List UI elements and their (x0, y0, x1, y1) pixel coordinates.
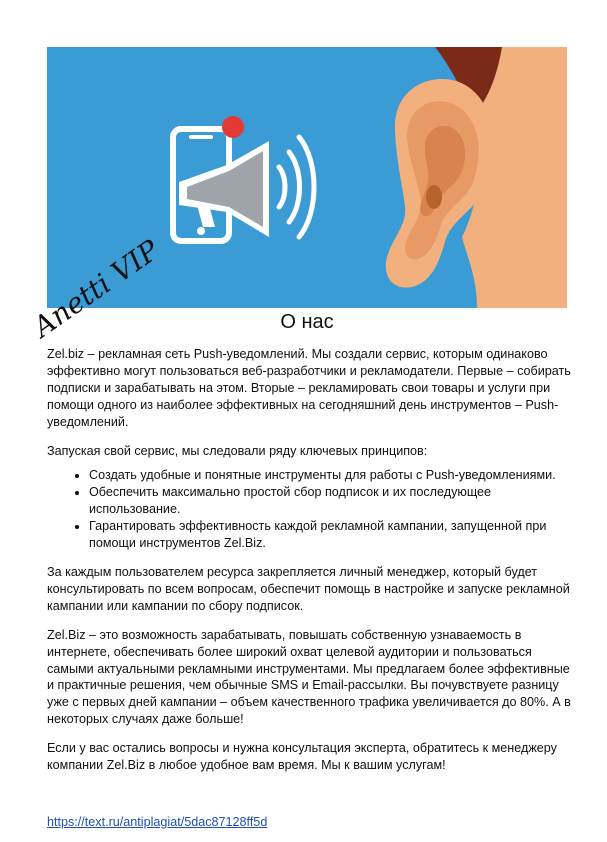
principles-intro-paragraph: Запуская свой сервис, мы следовали ряду ключевых принципов: (47, 443, 428, 458)
manager-paragraph: За каждым пользователем ресурса закрепляется личный менеджер, который будет консультировать по всем вопросам, обеспечит помощь в настройке и запуске рекламной кампании или кампании по сбору подписок. (47, 564, 570, 613)
hero-image (47, 47, 567, 308)
antiplagiat-link[interactable]: https://text.ru/antiplagiat/5dac87128ff5d (47, 815, 268, 829)
page-title: О нас (280, 311, 334, 333)
list-item: • Обеспечить максимально простой сбор подписок и их последующее использование. (89, 484, 571, 518)
intro-paragraph: Zel.biz – рекламная сеть Push-уведомлений. Мы создали сервис, которым одинаково эффективно могут пользоваться веб-разработчики и рекламодатели. Первые – собирать подписки и зарабатывать на этом. Вторые – рекламировать свои товары и услуги при помощи одного из наиболее эффективных на сегодняшний день инструментов – Push-уведомлений. (47, 347, 571, 429)
watermark-text: Anetti VIP (32, 233, 166, 344)
article-body (47, 346, 571, 786)
list-item: • Гарантировать эффективность каждой рекламной кампании, запущенной при помощи инструментов Zel.Biz. (89, 518, 571, 552)
contact-paragraph: Если у вас остались вопросы и нужна консультация эксперта, обратитесь к менеджеру компании Zel.Biz в любое удобное вам время. Мы к вашим услугам! (47, 741, 557, 773)
principles-list (47, 467, 571, 552)
list-item: • Создать удобные и понятные инструменты для работы с Push-уведомлениями. (89, 467, 571, 484)
notification-dot-icon (222, 116, 244, 138)
opportunity-paragraph: Zel.Biz – это возможность зарабатывать, повышать собственную узнаваемость в интернете, обеспечивать более широкий охват целевой аудитории и пользоваться самыми актуальными рекламными инструментами. Мы предлагаем более эффективные и практичные решения, чем обычные SMS и Email-рассылки. Вы почувствуете разницу уже с первых дней кампании – объем качественного трафика увеличивается до 80%. А в некоторых случаях даже больше! (47, 627, 571, 727)
